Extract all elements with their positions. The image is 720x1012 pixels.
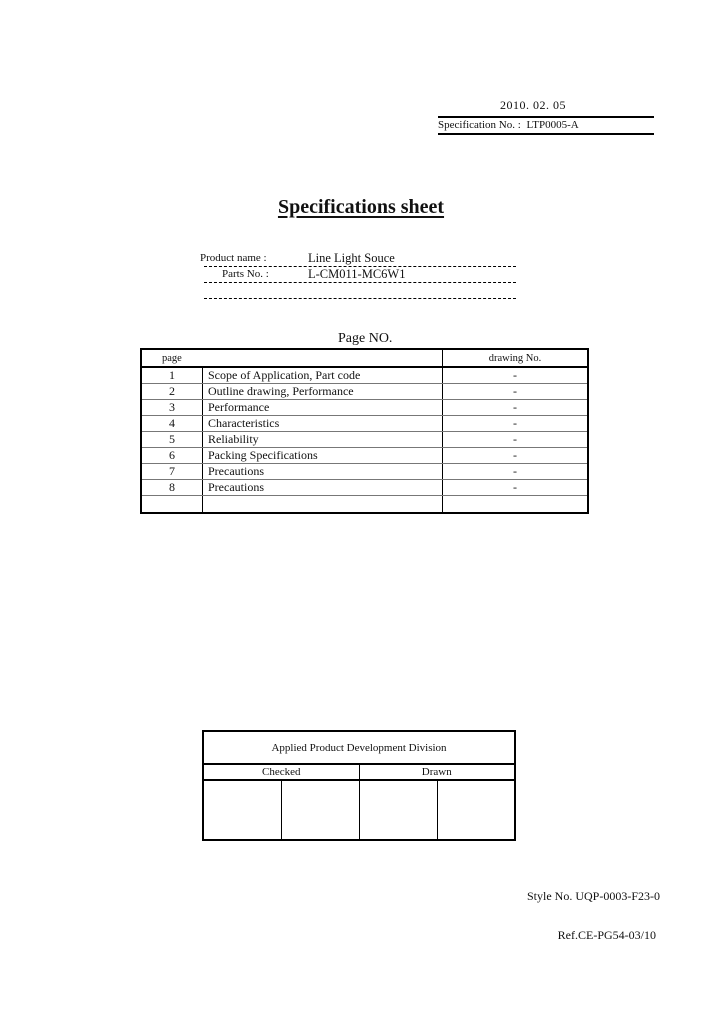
- parts-number-label: Parts No. :: [222, 268, 269, 280]
- section-title: Precautions: [203, 480, 443, 496]
- spec-number-value: LTP0005-A: [526, 119, 579, 131]
- section-title: Characteristics: [203, 416, 443, 432]
- page-number: 5: [141, 432, 203, 448]
- dashed-divider: [204, 298, 516, 299]
- empty-table-row: [141, 496, 588, 514]
- page-title: Specifications sheet: [277, 196, 445, 218]
- division-name: Applied Product Development Division: [203, 731, 515, 764]
- signature-cell: [281, 780, 359, 840]
- table-row: [141, 416, 588, 432]
- section-title: Packing Specifications: [203, 448, 443, 464]
- dashed-divider: [204, 282, 516, 283]
- contents-table: [140, 348, 589, 514]
- drawing-number: -: [443, 416, 589, 432]
- section-title: Precautions: [203, 464, 443, 480]
- section-title: Reliability: [203, 432, 443, 448]
- drawing-number: -: [443, 384, 589, 400]
- style-number: Style No. UQP-0003-F23-0: [526, 889, 660, 903]
- spec-number-label: Specification No. :: [438, 119, 521, 131]
- signature-cell: [437, 780, 515, 840]
- page-column-header: page: [141, 349, 443, 367]
- section-title: Scope of Application, Part code: [203, 367, 443, 384]
- table-row: [141, 432, 588, 448]
- table-row: [141, 384, 588, 400]
- contents-header-row: [141, 349, 588, 367]
- contents-title: Page NO.: [338, 331, 393, 346]
- document-date: 2010. 02. 05: [500, 98, 566, 112]
- drawing-number: -: [443, 480, 589, 496]
- page-number: 8: [141, 480, 203, 496]
- page-number: 6: [141, 448, 203, 464]
- section-title: Performance: [203, 400, 443, 416]
- page-number: 1: [141, 367, 203, 384]
- product-name-value: Line Light Souce: [308, 251, 395, 265]
- drawing-number: -: [443, 448, 589, 464]
- signature-cell: [203, 780, 281, 840]
- product-name-label: Product name :: [200, 252, 267, 264]
- approval-box: [202, 730, 516, 841]
- drawing-column-header: drawing No.: [443, 349, 589, 367]
- table-row: [141, 400, 588, 416]
- section-title: Outline drawing, Performance: [203, 384, 443, 400]
- specification-number: [438, 116, 654, 135]
- page-number: 4: [141, 416, 203, 432]
- page-number: 3: [141, 400, 203, 416]
- page-number: 2: [141, 384, 203, 400]
- parts-number-value: L-CM011-MC6W1: [308, 267, 406, 281]
- reference-number: Ref.CE-PG54-03/10: [557, 928, 656, 942]
- signature-cell: [359, 780, 437, 840]
- drawing-number: -: [443, 432, 589, 448]
- checked-header: Checked: [203, 764, 359, 780]
- drawn-header: Drawn: [359, 764, 515, 780]
- drawing-number: -: [443, 400, 589, 416]
- table-row: [141, 448, 588, 464]
- table-row: [141, 464, 588, 480]
- page-number: 7: [141, 464, 203, 480]
- drawing-number: -: [443, 367, 589, 384]
- drawing-number: -: [443, 464, 589, 480]
- table-row: [141, 367, 588, 384]
- table-row: [141, 480, 588, 496]
